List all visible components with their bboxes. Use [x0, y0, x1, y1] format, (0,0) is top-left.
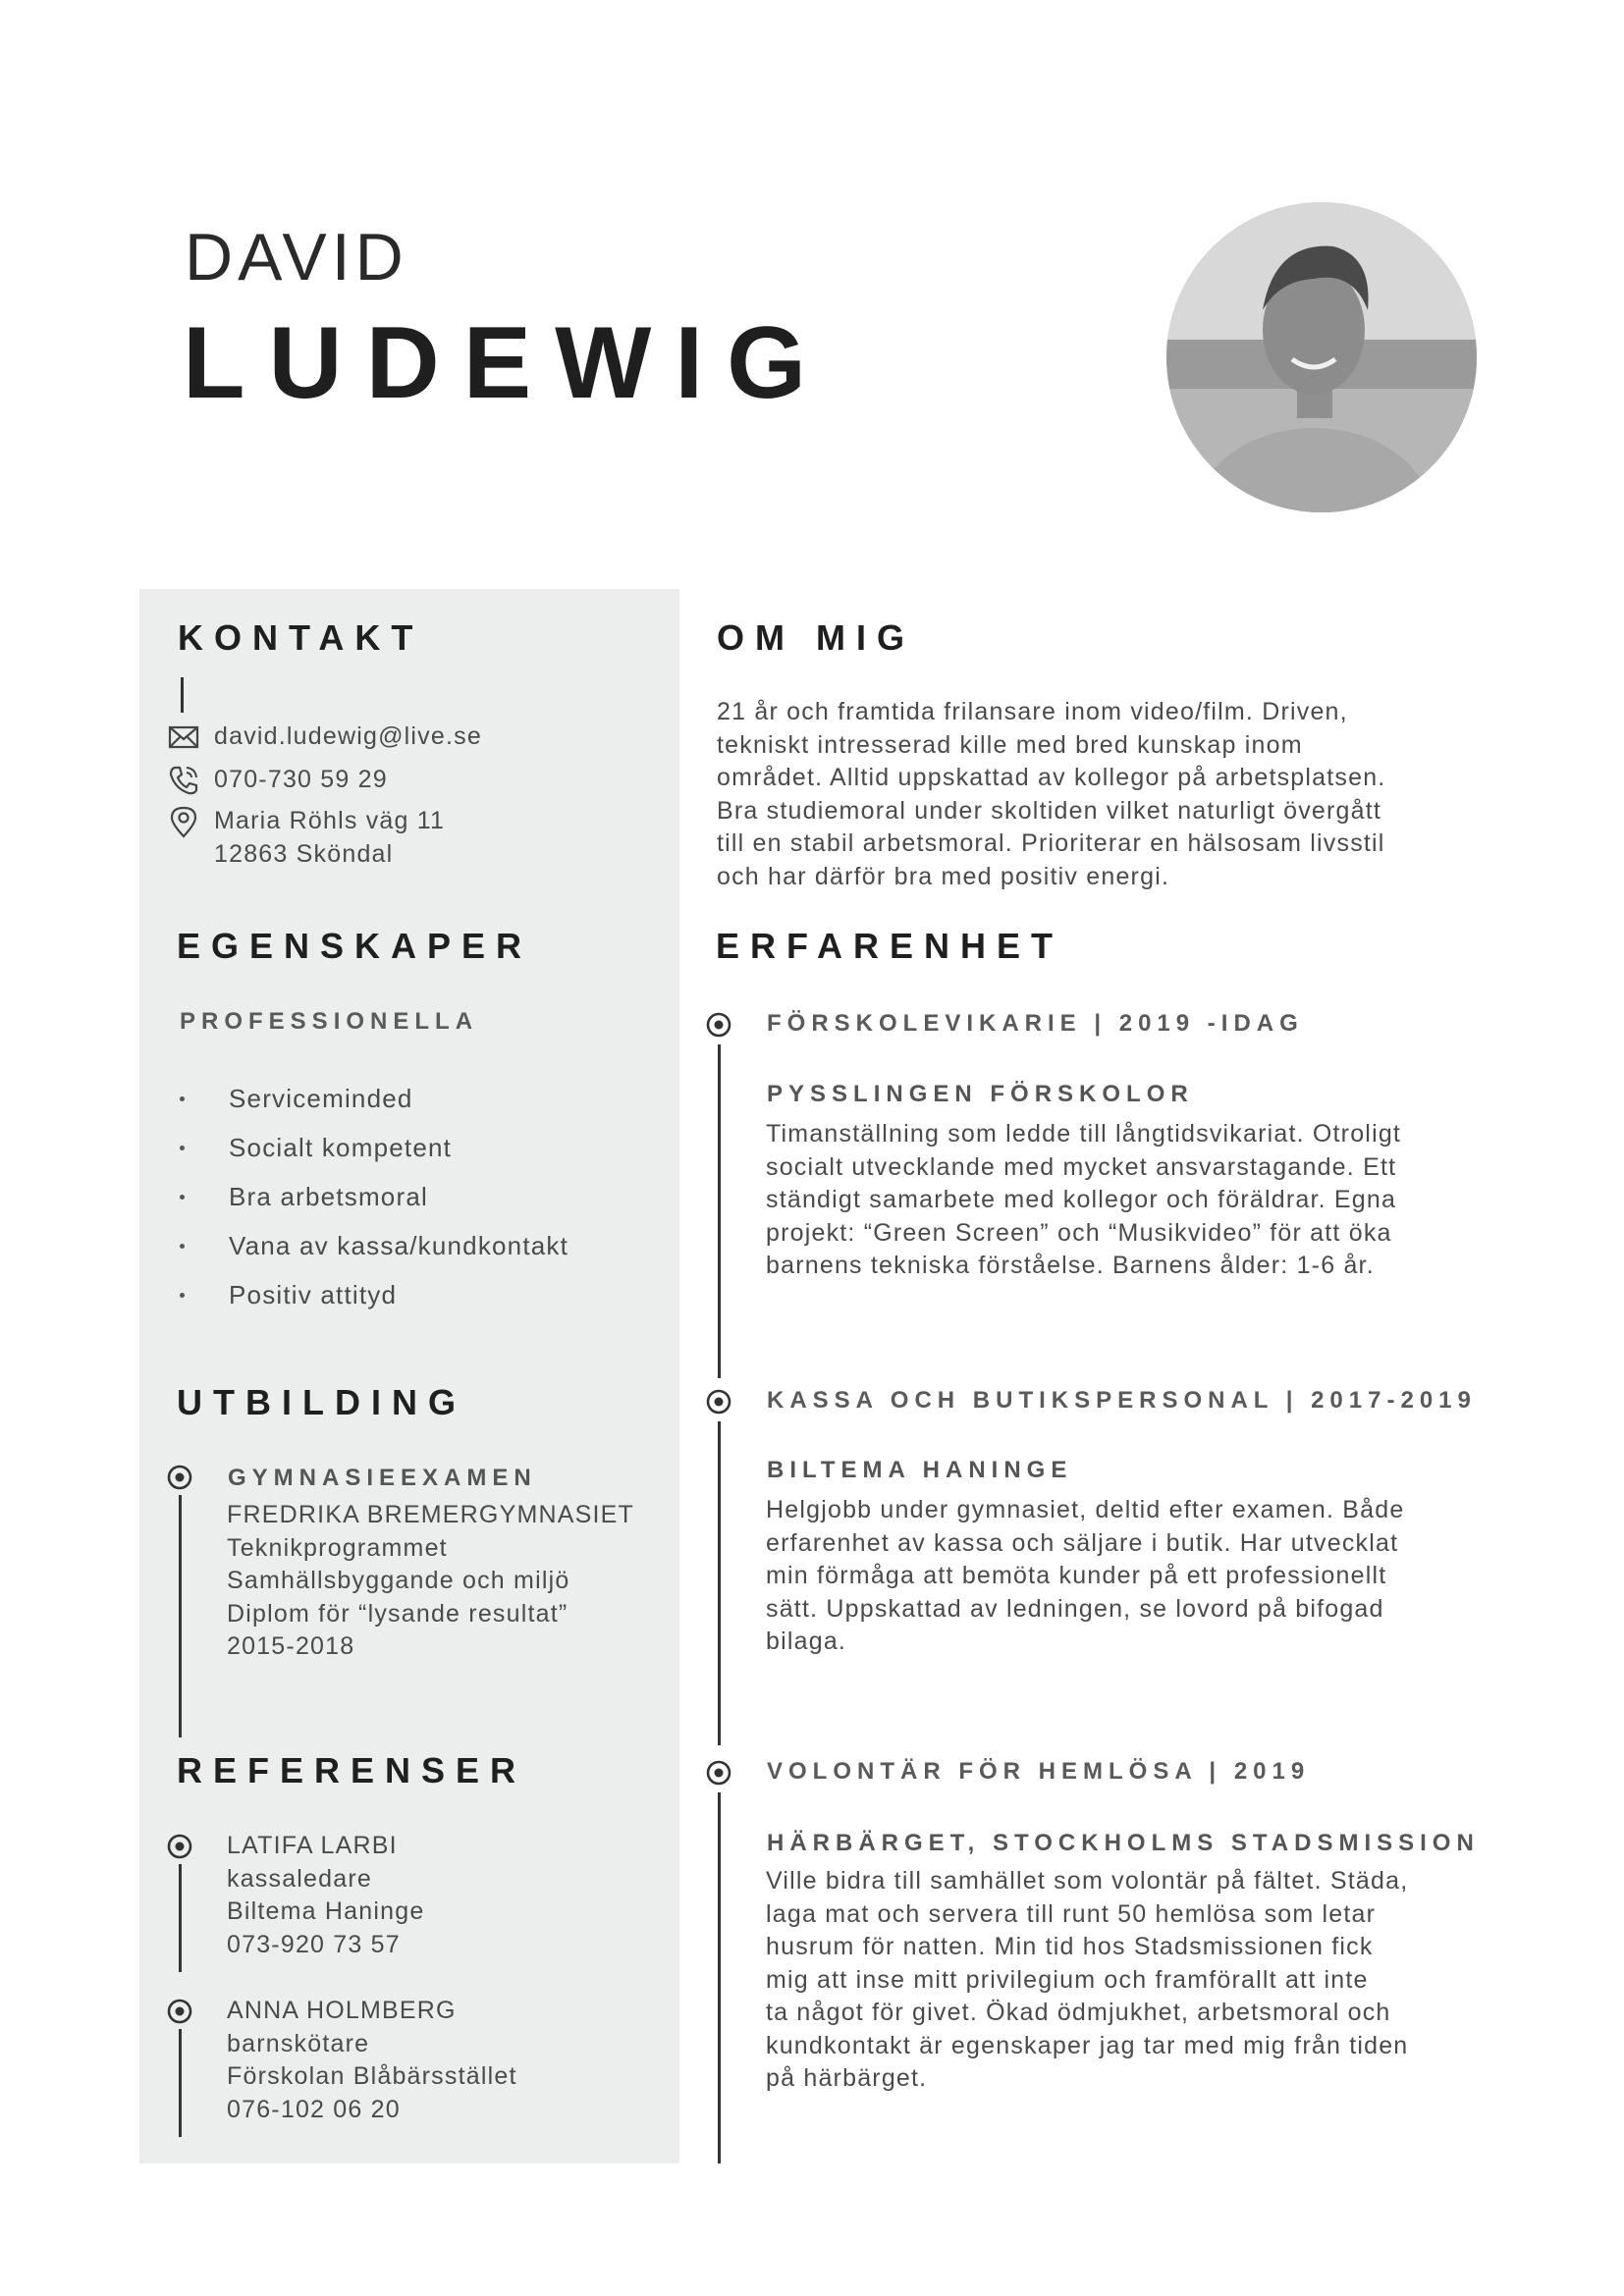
education-years: 2015-2018 [227, 1632, 355, 1660]
job-description-line: projekt: “Green Screen” och “Musikvideo” för att öka [766, 1218, 1392, 1247]
first-name: DAVID [185, 220, 408, 294]
experience-heading: ERFARENHET [716, 926, 1064, 966]
reference-name: LATIFA LARBI [227, 1832, 398, 1859]
list-item: Bra arbetsmoral [180, 1172, 568, 1221]
skills-list [180, 1074, 568, 1319]
job-description-line: husrum för natten. Min tid hos Stadsmissionen fick [766, 1933, 1374, 1960]
contact-phone-row [167, 764, 388, 797]
reference-workplace: Förskolan Blåbärsstället [227, 2062, 517, 2090]
references-heading: REFERENSER [177, 1750, 527, 1790]
about-line: området. Alltid uppskattad av kollegor på arbetsplatsen. [717, 764, 1386, 791]
experience-timeline-line [718, 1792, 721, 2163]
target-icon [705, 1388, 732, 1415]
education-award: Diplom för “lysande resultat” [227, 1599, 568, 1628]
skills-subheading: PROFESSIONELLA [180, 1008, 479, 1035]
last-name: LUDEWIG [183, 306, 831, 420]
reference-phone[interactable]: 073-920 73 57 [227, 1930, 401, 1958]
job-description-line: socialt utvecklande med mycket ansvarstagande. Ett [766, 1152, 1397, 1181]
education-heading: UTBILDING [177, 1382, 466, 1422]
target-icon [166, 1998, 193, 2025]
about-text [717, 696, 1385, 893]
target-icon [166, 1464, 193, 1491]
reference-workplace: Biltema Haninge [227, 1897, 425, 1925]
education-program: Teknikprogrammet [227, 1533, 448, 1562]
job-description-line: erfarenhet av kassa och säljare i butik. Har utvecklat [766, 1528, 1399, 1557]
reference-role: kassaledare [227, 1864, 373, 1893]
job-description-line: mig att inse mitt privilegium och framförallt att inte [766, 1965, 1369, 1994]
job-title: KASSA OCH BUTIKSPERSONAL | 2017-2019 [767, 1387, 1477, 1414]
education-school: FREDRIKA BREMERGYMNASIET [227, 1501, 634, 1528]
list-item: Serviceminded [180, 1074, 568, 1123]
job-description-line: barnens tekniska förståelse. Barnens ålder: 1-6 år. [766, 1252, 1375, 1279]
reference-item [227, 1830, 424, 1961]
target-icon [705, 1011, 732, 1039]
education-title: GYMNASIEEXAMEN [228, 1465, 537, 1491]
contact-address-row [167, 805, 445, 871]
contact-address-line2: 12863 Sköndal [214, 839, 394, 868]
job-description-line: laga mat och servera till runt 50 hemlösa som letar [766, 1899, 1377, 1928]
about-line: till en stabil arbetsmoral. Prioriterar en hälsosam livsstil [717, 829, 1385, 857]
contact-email-row [167, 721, 482, 754]
education-specialization: Samhällsbyggande och miljö [227, 1567, 570, 1594]
reference-timeline-line [179, 1864, 182, 1972]
job-title: VOLONTÄR FÖR HEMLÖSA | 2019 [767, 1758, 1311, 1785]
list-item: Positiv attityd [180, 1270, 568, 1319]
about-line: och har därför bra med positiv energi. [717, 862, 1170, 890]
education-timeline-line [179, 1495, 182, 1737]
contact-heading: KONTAKT [178, 617, 424, 658]
about-line: tekniskt intresserad kille med bred kunskap inom [717, 730, 1303, 759]
education-details [227, 1499, 634, 1664]
job-description [766, 1865, 1408, 2096]
reference-name: ANNA HOLMBERG [227, 1997, 457, 2024]
location-pin-icon [167, 805, 200, 838]
reference-phone[interactable]: 076-102 06 20 [227, 2095, 401, 2123]
contact-phone[interactable]: 070-730 59 29 [214, 766, 388, 793]
job-description-line: bilaga. [766, 1628, 847, 1655]
job-description-line: på härbärget. [766, 2064, 928, 2092]
skills-heading: EGENSKAPER [177, 926, 533, 966]
job-description-line: ständigt samarbete med kollegor och föräldrar. Egna [766, 1186, 1397, 1213]
reference-role: barnskötare [227, 2029, 370, 2057]
target-icon [166, 1833, 193, 1860]
profile-photo [1166, 202, 1477, 512]
about-line: 21 år och framtida frilansare inom video/film. Driven, [717, 698, 1348, 725]
job-description-line: kundkontakt är egenskaper jag tar med mig från tiden [766, 2031, 1409, 2059]
job-description-line: Ville bidra till samhället som volontär på fältet. Städa, [766, 1867, 1409, 1895]
contact-email[interactable]: david.ludewig@live.se [214, 722, 482, 750]
job-employer: PYSSLINGEN FÖRSKOLOR [767, 1081, 1194, 1107]
job-description-line: Timanställning som ledde till långtidsvikariat. Otroligt [766, 1120, 1402, 1148]
job-description-line: Helgjobb under gymnasiet, deltid efter examen. Både [766, 1496, 1405, 1523]
reference-item [227, 1995, 517, 2126]
about-line: Bra studiemoral under skoltiden vilket naturligt övergått [717, 796, 1382, 825]
job-description [766, 1494, 1404, 1659]
reference-timeline-line [179, 2029, 182, 2137]
job-employer: BILTEMA HANINGE [767, 1457, 1073, 1483]
job-description-line: min förmåga att bemöta kunder på ett professionellt [766, 1562, 1387, 1589]
phone-icon [167, 764, 200, 797]
job-description [766, 1118, 1401, 1283]
experience-timeline-line [718, 1044, 721, 1378]
job-description-line: sätt. Uppskattad av ledningen, se lovord på bifogad [766, 1594, 1384, 1623]
list-item: Socialt kompetent [180, 1123, 568, 1172]
list-item: Vana av kassa/kundkontakt [180, 1221, 568, 1270]
job-employer: HÄRBÄRGET, STOCKHOLMS STADSMISSION [767, 1830, 1480, 1856]
contact-divider [181, 677, 184, 713]
envelope-icon [167, 721, 200, 754]
job-description-line: ta något för givet. Ökad ödmjukhet, arbetsmoral och [766, 1999, 1391, 2026]
target-icon [705, 1759, 732, 1787]
experience-timeline-line [718, 1421, 721, 1745]
about-heading: OM MIG [717, 617, 915, 658]
contact-address-line1: Maria Röhls väg 11 [214, 807, 446, 834]
job-title: FÖRSKOLEVIKARIE | 2019 -IDAG [767, 1010, 1304, 1037]
